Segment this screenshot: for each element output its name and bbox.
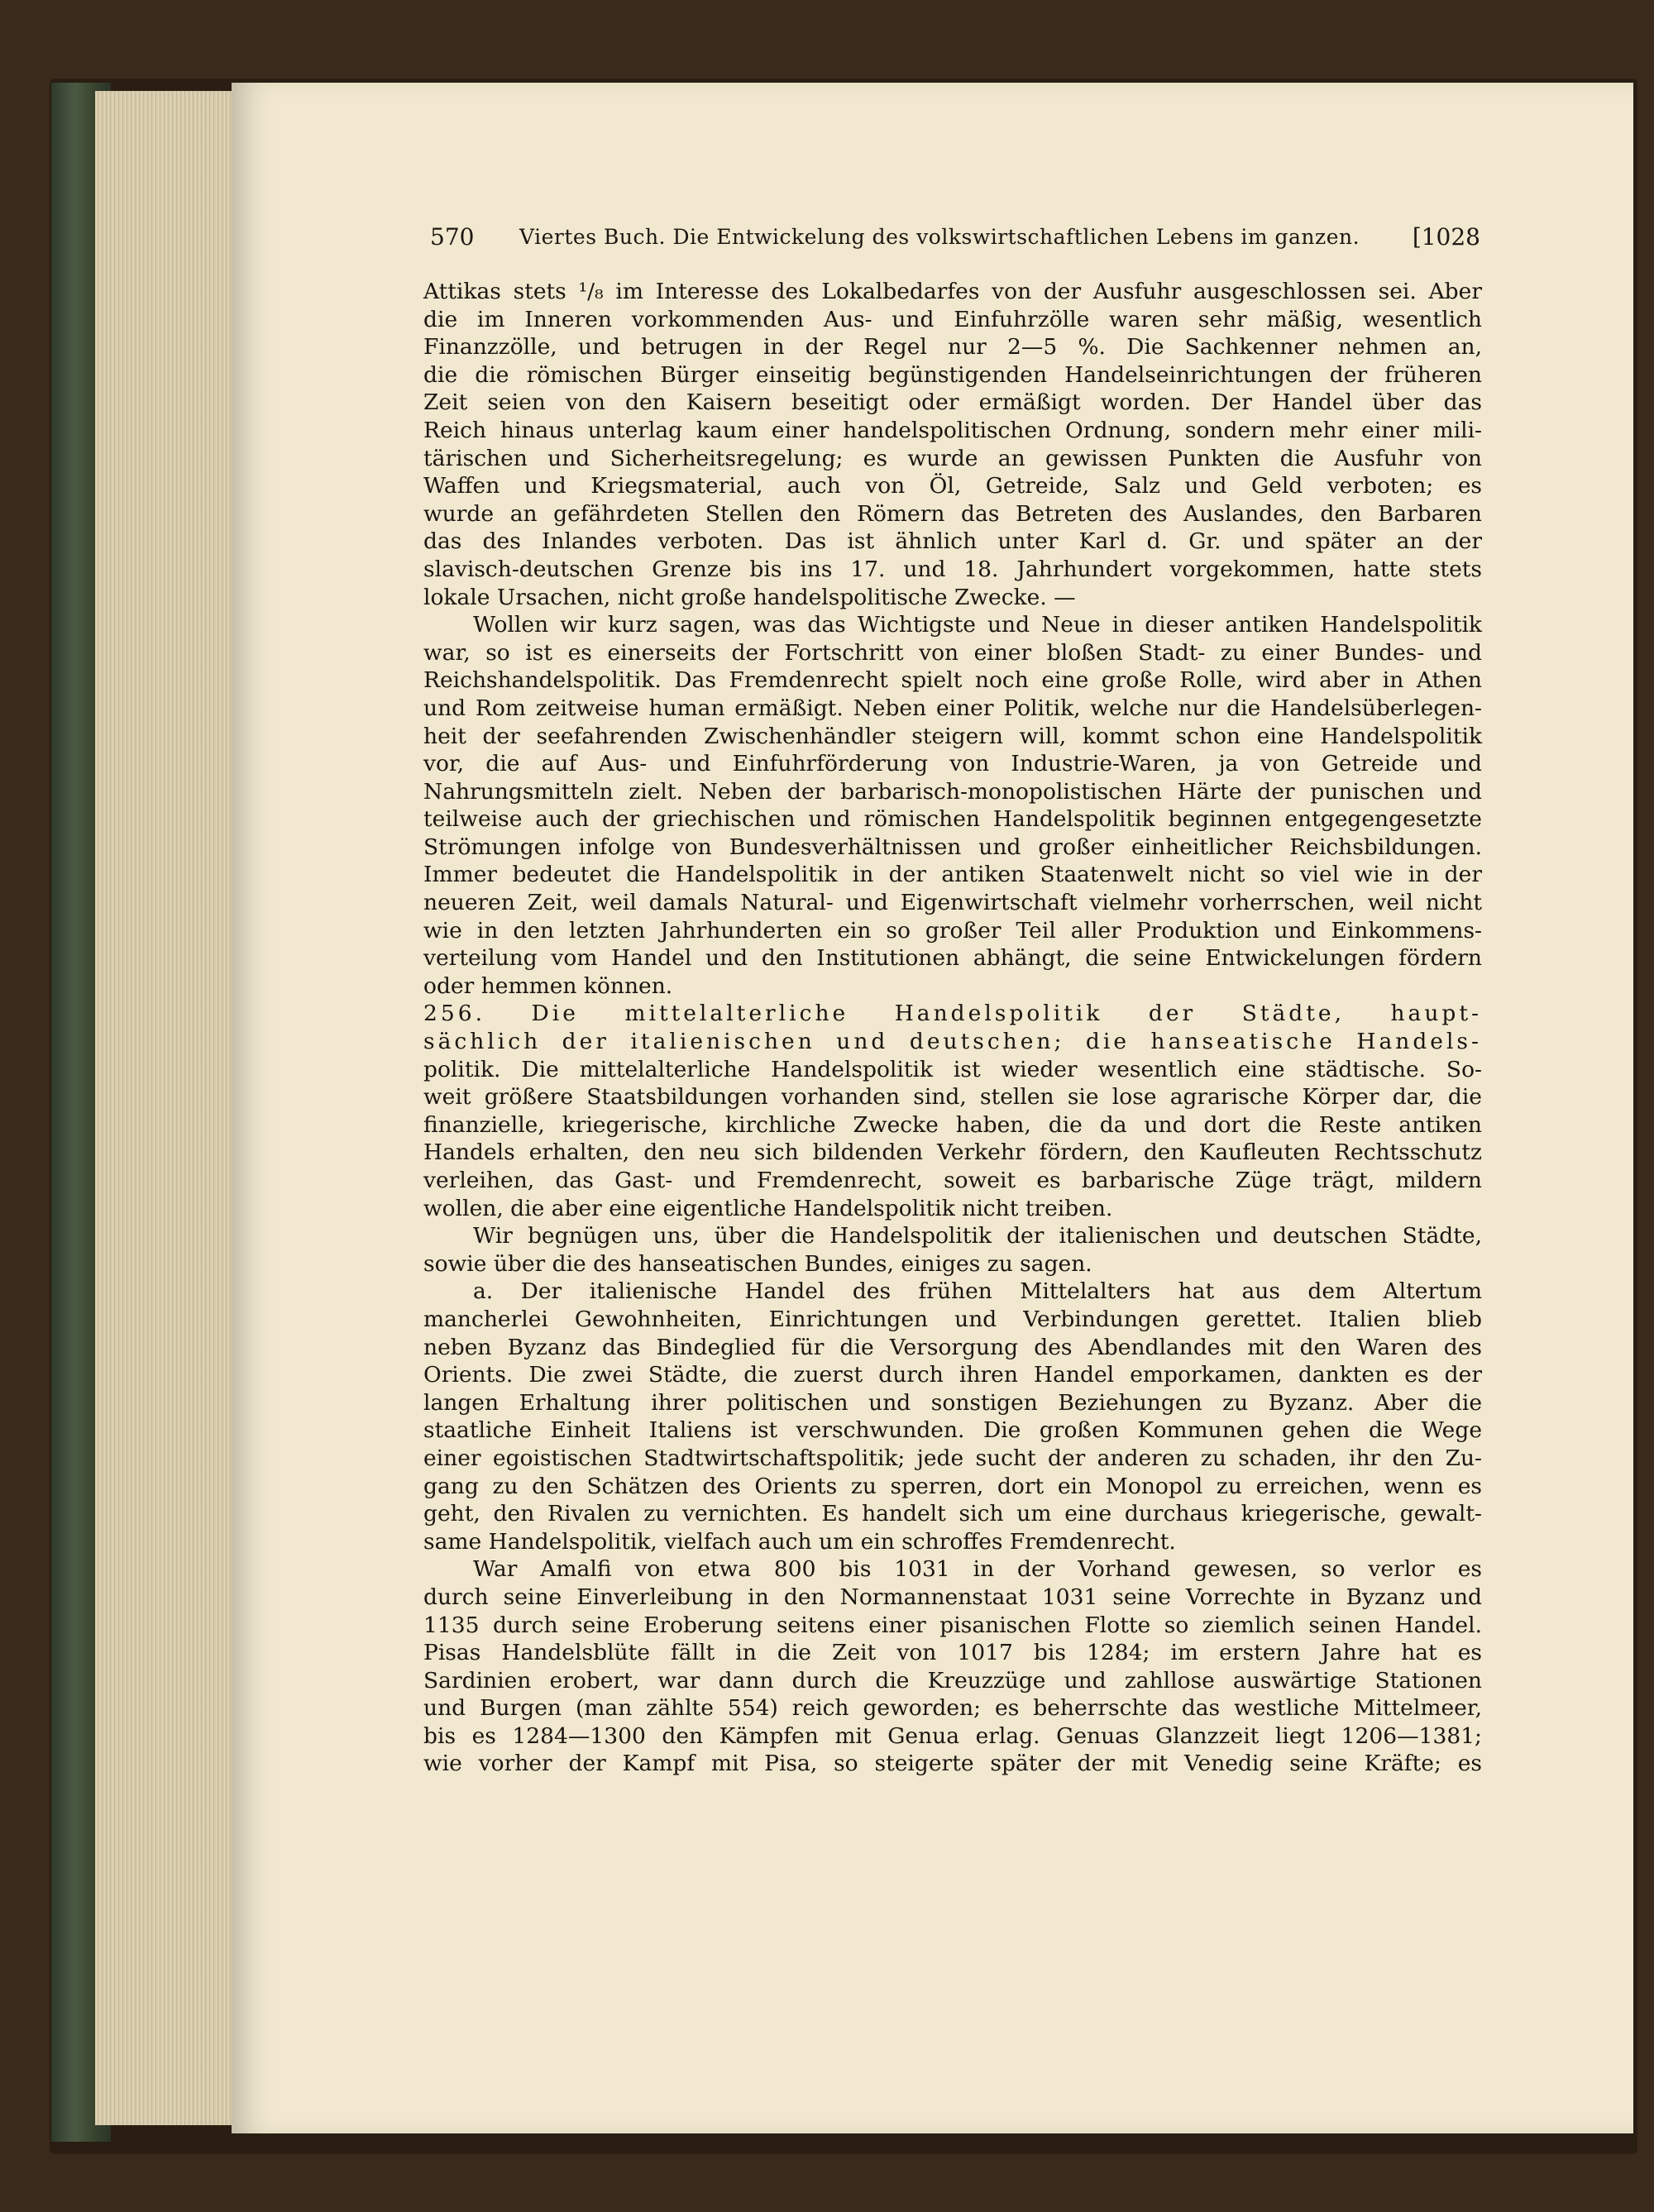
text-line: wie vorher der Kampf mit Pisa, so steigerte später der mit Venedig seine Kräfte; es [423,1751,1482,1777]
text-line: Handels erhalten, den neu sich bildenden Verkehr fördern, den Kaufleuten Rechtsschutz [423,1139,1482,1166]
text-line: teilweise auch der griechischen und römischen Handelspolitik beginnen entgegengesetzte [423,806,1482,833]
text-line: 1135 durch seine Eroberung seitens einer pisanischen Flotte so ziemlich seinen Handel. [423,1612,1482,1638]
running-title: Viertes Buch. Die Entwickelung des volkswirtschaftlichen Lebens im ganzen. [519,225,1360,249]
text-line: die die römischen Bürger einseitig begünstigenden Handelseinrichtungen der früheren [423,361,1482,388]
text-line: heit der seefahrenden Zwischenhändler steigern will, kommt schon eine Handelspolitik [423,723,1482,749]
text-line: neueren Zeit, weil damals Natural- und Eigenwirtschaft vielmehr vorherrschen, weil nicht [423,890,1482,916]
text-line: Reichshandelspolitik. Das Fremdenrecht spielt noch eine große Rolle, wird aber in Athen [423,667,1482,694]
text-line: staatliche Einheit Italiens ist verschwunden. Die großen Kommunen gehen die Wege [423,1417,1482,1444]
text-line: Strömungen infolge von Bundesverhältnissen und großer einheitlicher Reichsbildungen. [423,834,1482,860]
text-line: finanzielle, kriegerische, kirchliche Zwecke haben, die da und dort die Reste antiken [423,1111,1482,1138]
text-line: a. Der italienische Handel des frühen Mittelalters hat aus dem Altertum [473,1278,1482,1305]
text-line: durch seine Einverleibung in den Normannenstaat 1031 seine Vorrechte in Byzanz und [423,1584,1482,1610]
text-line: Finanzzölle, und betrugen in der Regel nur 2—5 %. Die Sachkenner nehmen an, [423,334,1482,361]
text-line: bis es 1284—1300 den Kämpfen mit Genua erlag. Genuas Glanzzeit liegt 1206—1381; [423,1722,1482,1749]
marginal-number: [1028 [1412,223,1480,251]
text-line: Nahrungsmitteln zielt. Neben der barbarisch-monopolistischen Härte der punischen und [423,778,1482,805]
text-line: slavisch-deutschen Grenze bis ins 17. und 18. Jahrhundert vorgekommen, hatte stets [423,556,1482,582]
text-line: lokale Ursachen, nicht große handelspolitische Zwecke. — [423,584,1076,610]
text-line: die im Inneren vorkommenden Aus- und Einfuhrzölle waren sehr mäßig, wesentlich [423,306,1482,332]
text-line: und Rom zeitweise human ermäßigt. Neben einer Politik, welche nur die Handelsüberlegen- [423,695,1482,721]
text-line: Pisas Handelsblüte fällt in die Zeit von 1017 bis 1284; im erstern Jahre hat es [423,1640,1482,1666]
text-line: neben Byzanz das Bindeglied für die Versorgung des Abendlandes mit den Waren des [423,1334,1482,1360]
text-line: Zeit seien von den Kaisern beseitigt oder ermäßigt worden. Der Handel über das [423,389,1482,416]
text-line: Immer bedeutet die Handelspolitik in der antiken Staatenwelt nicht so viel wie in der [423,862,1482,888]
text-line: sowie über die des hanseatischen Bundes, einiges zu sagen. [423,1250,1092,1277]
text-line: War Amalfi von etwa 800 bis 1031 in der Vorhand gewesen, so verlor es [473,1556,1482,1583]
text-line: Reich hinaus unterlag kaum einer handelspolitischen Ordnung, sondern mehr einer mili- [423,417,1482,443]
running-header [430,223,1480,256]
text-line: vor, die auf Aus- und Einfuhrförderung von Industrie-Waren, ja von Getreide und [423,751,1482,777]
body-text [423,278,1482,1778]
text-line: tärischen und Sicherheitsregelung; es wurde an gewissen Punkten die Ausfuhr von [423,445,1482,471]
text-line: mancherlei Gewohnheiten, Einrichtungen und Verbindungen gerettet. Italien blieb [423,1306,1482,1332]
text-line: 256. Die mittelalterliche Handelspolitik der Städte, haupt- [423,1001,1482,1027]
text-line: wollen, die aber eine eigentliche Handelspolitik nicht treiben. [423,1195,1113,1221]
page-number: 570 [430,223,475,251]
text-line: und Burgen (man zählte 554) reich geworden; es beherrschte das westliche Mittelmeer, [423,1695,1482,1722]
text-line: verteilung vom Handel und den Institutionen abhängt, die seine Entwickelungen fördern [423,945,1482,972]
text-line: same Handelspolitik, vielfach auch um ein schroffes Fremdenrecht. [423,1528,1176,1555]
text-line: Attikas stets ¹/₈ im Interesse des Lokalbedarfes von der Ausfuhr ausgeschlossen sei. Aber [423,279,1482,304]
text-line: weit größere Staatsbildungen vorhanden sind, stellen sie lose agrarische Körper dar, die [423,1084,1482,1111]
text-line: wurde an gefährdeten Stellen den Römern das Betreten des Auslandes, den Barbaren [423,500,1482,527]
text-line: Sardinien erobert, war dann durch die Kreuzzüge und zahllose auswärtige Stationen [423,1667,1482,1694]
page-edges [95,91,236,2125]
text-line: das des Inlandes verboten. Das ist ähnlich unter Karl d. Gr. und später an der [423,528,1482,555]
text-line: Waffen und Kriegsmaterial, auch von Öl, Getreide, Salz und Geld verboten; es [423,473,1482,499]
text-line: sächlich der italienischen und deutschen; die hanseatische Handels- [423,1029,1482,1055]
text-line: langen Erhaltung ihrer politischen und sonstigen Beziehungen zu Byzanz. Aber die [423,1389,1482,1416]
text-line: war, so ist es einerseits der Fortschritt von einer bloßen Stadt- zu einer Bundes- und [423,639,1482,666]
text-line: geht, den Rivalen zu vernichten. Es handelt sich um eine durchaus kriegerische, gewalt- [423,1501,1482,1527]
text-line: Wir begnügen uns, über die Handelspolitik der italienischen und deutschen Städte, [473,1223,1482,1249]
text-line: wie in den letzten Jahrhunderten ein so großer Teil aller Produktion und Einkommens- [423,917,1482,944]
text-line: oder hemmen können. [423,972,673,999]
text-line: politik. Die mittelalterliche Handelspolitik ist wieder wesentlich eine städtische. So- [423,1056,1482,1082]
text-line: einer egoistischen Stadtwirtschaftspolitik; jede sucht der anderen zu schaden, ihr den Zu- [423,1445,1482,1471]
text-line: Wollen wir kurz sagen, was das Wichtigste und Neue in dieser antiken Handelspolitik [473,612,1482,638]
text-line: gang zu den Schätzen des Orients zu sperren, dort ein Monopol zu erreichen, wenn es [423,1473,1482,1499]
text-line: verleihen, das Gast- und Fremdenrecht, soweit es barbarische Züge trägt, mildern [423,1168,1482,1193]
text-line: Orients. Die zwei Städte, die zuerst durch ihren Handel emporkamen, dankten es der [423,1362,1482,1388]
